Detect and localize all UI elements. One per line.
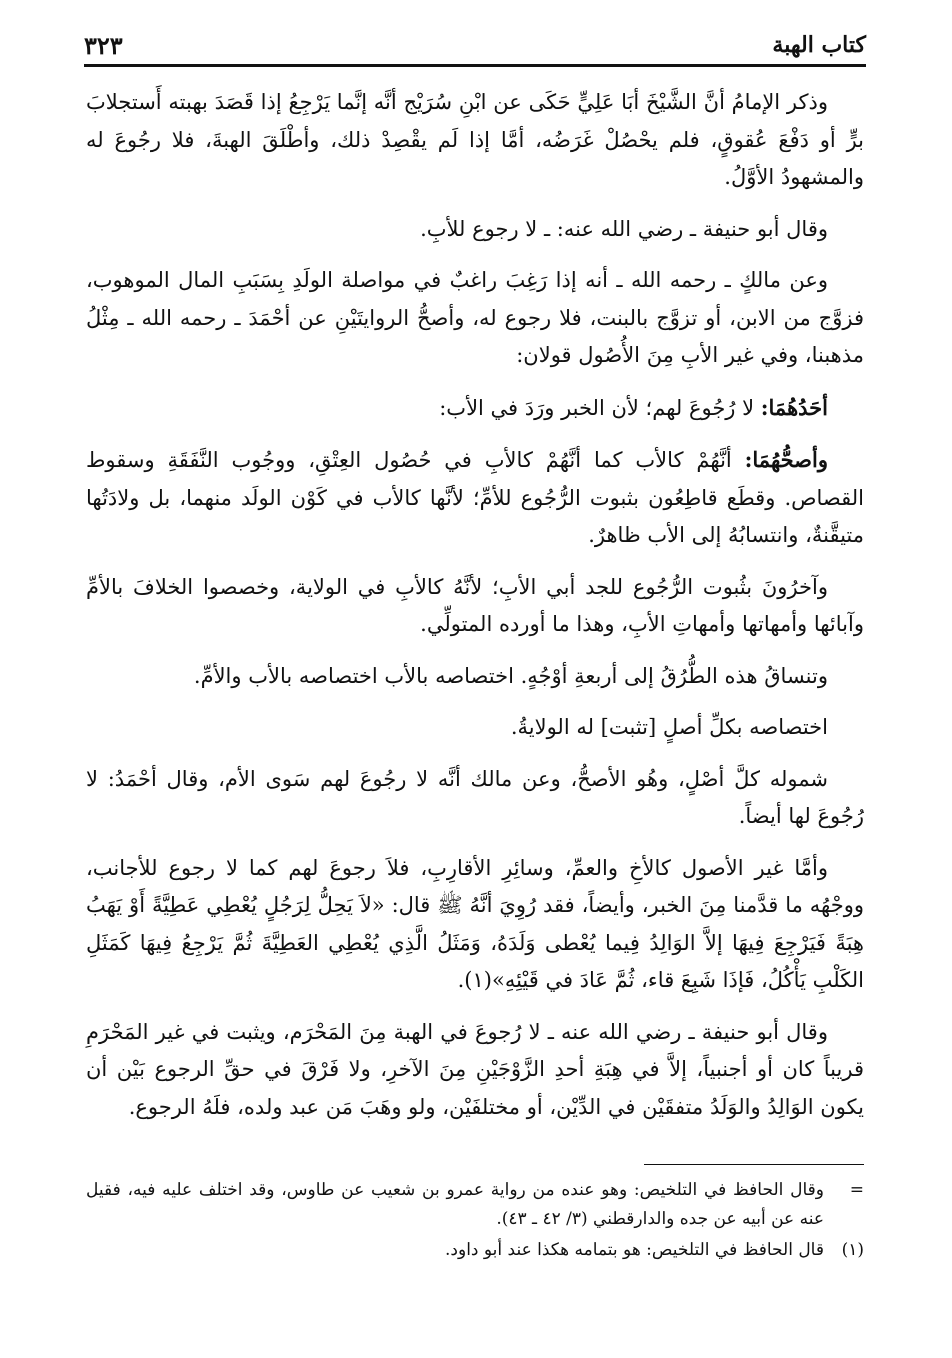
running-header <box>84 20 866 67</box>
paragraph-11: وقال أبو حنيفة ـ رضي الله عنه ـ لا رُجوعَ في الهبة مِنَ المَحْرَم، ويثبت في غير المَحْرَمِ قريباً كان أو أجنبياً، إلاَّ في هِبَةِ أحدِ الزَّوْجَيْنِ مِنَ الآخرِ، ولا فَرْقَ في حقِّ الرجوع بَيْن أن يكون الوَالِدُ والوَلَدُ متفقَيْن في الدِّيْن، أو مختلفَيْن، ولو وهَبَ مَن عبد ولده، فلَهُ الرجوع. <box>86 1019 864 1119</box>
paragraph-8: اختصاصه بكلِّ أصلٍ [تثبت] له الولايةُ. <box>510 715 828 739</box>
paragraph-1: وذكر الإمامُ أنَّ الشَّيْخَ أبَا عَلِيٍّ حَكَى عن ابْنِ سُرَيْج أنَّه إنَّما يَرْجِعُ إذا قَصَدَ بهبته أَستجلابَ برٍّ أو دَفْعَ عُقوقٍ، فلم يحْصُلْ غَرَضُه، أمَّا إذا لَم يقْصِدْ ذلك، وأطْلَقَ الهبةَ، فلا رجُوعَ له والمشهودُ الأوَّلُ. <box>86 90 864 189</box>
paragraph-6: وآخرُونَ بثُبوت الرُّجُوع للجد أبي الأبِ؛ لأنَّهُ كالأبِ في الولاية، وخصصوا الخلافَ بالأمِّ وآبائها وأمهاتها وأمهاتِ الأبِ، وهذا ما أورده المتولِّي. <box>86 574 864 636</box>
footnote-mark: (١) <box>841 1240 864 1260</box>
paragraph-5 <box>86 441 864 555</box>
page-number: ٣٢٣ <box>84 31 123 60</box>
paragraph-4-text: لا رُجُوعَ لهم؛ لأن الخبر ورَدَ في الأب: <box>439 395 761 420</box>
paragraph-4-lead: أحَدُهُمَا: <box>760 394 828 420</box>
paragraph-7: وتنساقُ هذه الطُّرُقُ إلى أربعةِ أوْجُهٍ. اختصاصه بالأب اختصاصه بالأب والأمِّ. <box>193 663 828 688</box>
chapter-title: كتاب الهبة <box>772 32 866 58</box>
paragraph-4 <box>86 389 864 428</box>
footnote-text: قال الحافظ في التلخيص: هو بتمامه هكذا عند أبو داود. <box>445 1240 824 1260</box>
footnote-divider <box>644 1164 864 1165</box>
paragraph-5-lead: وأصحُّهُمَا: <box>744 447 828 472</box>
footnote-continued <box>86 1176 864 1234</box>
main-text <box>86 84 864 1140</box>
paragraph-9: شموله كلَّ أصْلٍ، وهُو الأصحُّ، وعن مالك أنَّه لا رجُوعَ لهم سَوى الأم، وقال أحْمَدُ: لا رُجُوعَ لها أيضاً. <box>86 766 864 828</box>
paragraph-2: وقال أبو حنيفة ـ رضي الله عنه: ـ لا رجوع للأبِ. <box>420 216 828 241</box>
footnote-1 <box>86 1236 864 1265</box>
paragraph-3: وعن مالكٍ ـ رحمه الله ـ أنه إذا رَغِبَ راغبٌ في مواصلة الولَدِ بِسَبَبِ المال الموهوب، فزوَّج من الابن، أو تزوَّج بالبنت، فلا رجوع له، وأصحُّ الروايتَيْنِ عن أحْمَدَ ـ رحمه الله ـ مِثْلُ مذهبنا، وفي غير الأبِ مِنَ الأُصُول قولان: <box>86 268 864 367</box>
paragraph-5-text: أنَّهُمْ كالأب كما أنَّهُمْ كالأبِ في حُصُول العِتْقِ، ووجُوب النَّفَقَةِ وسقوط القصاص. وقطَع قاطِعُون بثبوت الرُّجُوع للأمِّ؛ لأنَّها كالأب في كَوْن الولَد منهما، بل ولادَتُها متيقَّنةٌ، وانتسابُهُ إلى الأب ظاهرٌ. <box>86 448 864 547</box>
footnote-mark: = <box>849 1180 864 1200</box>
footnote-text: وقال الحافظ في التلخيص: وهو عنده من رواية عمرو بن شعيب عن طاوس، وقد اختلف عليه فيه، فقيل عنه عن أبيه عن جده والدارقطني (٣/ ٤٢ ـ ٤٣). <box>86 1180 824 1229</box>
footnotes <box>86 1176 864 1267</box>
paragraph-10: وأمَّا غير الأصول كالأخِ والعمِّ، وسائِرِ الأقارِبِ، فلاَ رجوعَ لهم كما لا رجوع للأجانب، ووجْهُه ما قدَّمنا مِنَ الخبر، وأيضاً، فقد رُوِيَ أنَّهُ ﷺ قال: «لاَ يَحِلُّ لِرَجُلٍ يُعْطِي عَطِيَّةً أَوْ يَهَبُ هِبَةً فَيَرْجِعَ فِيهَا إلاَّ الوَالِدُ فِيما يُعْطى وَلَدَهُ، وَمَثَلُ الَّذِي يُعْطِي العَطِيَّةَ ثُمَّ يَرْجِعُ فِيهَا كَمَثَلِ الكَلْبِ يَأْكُلُ، فَإذَا شَبِعَ قاء، ثُمَّ عَادَ في قَيْئِهِ»(١). <box>86 855 864 992</box>
